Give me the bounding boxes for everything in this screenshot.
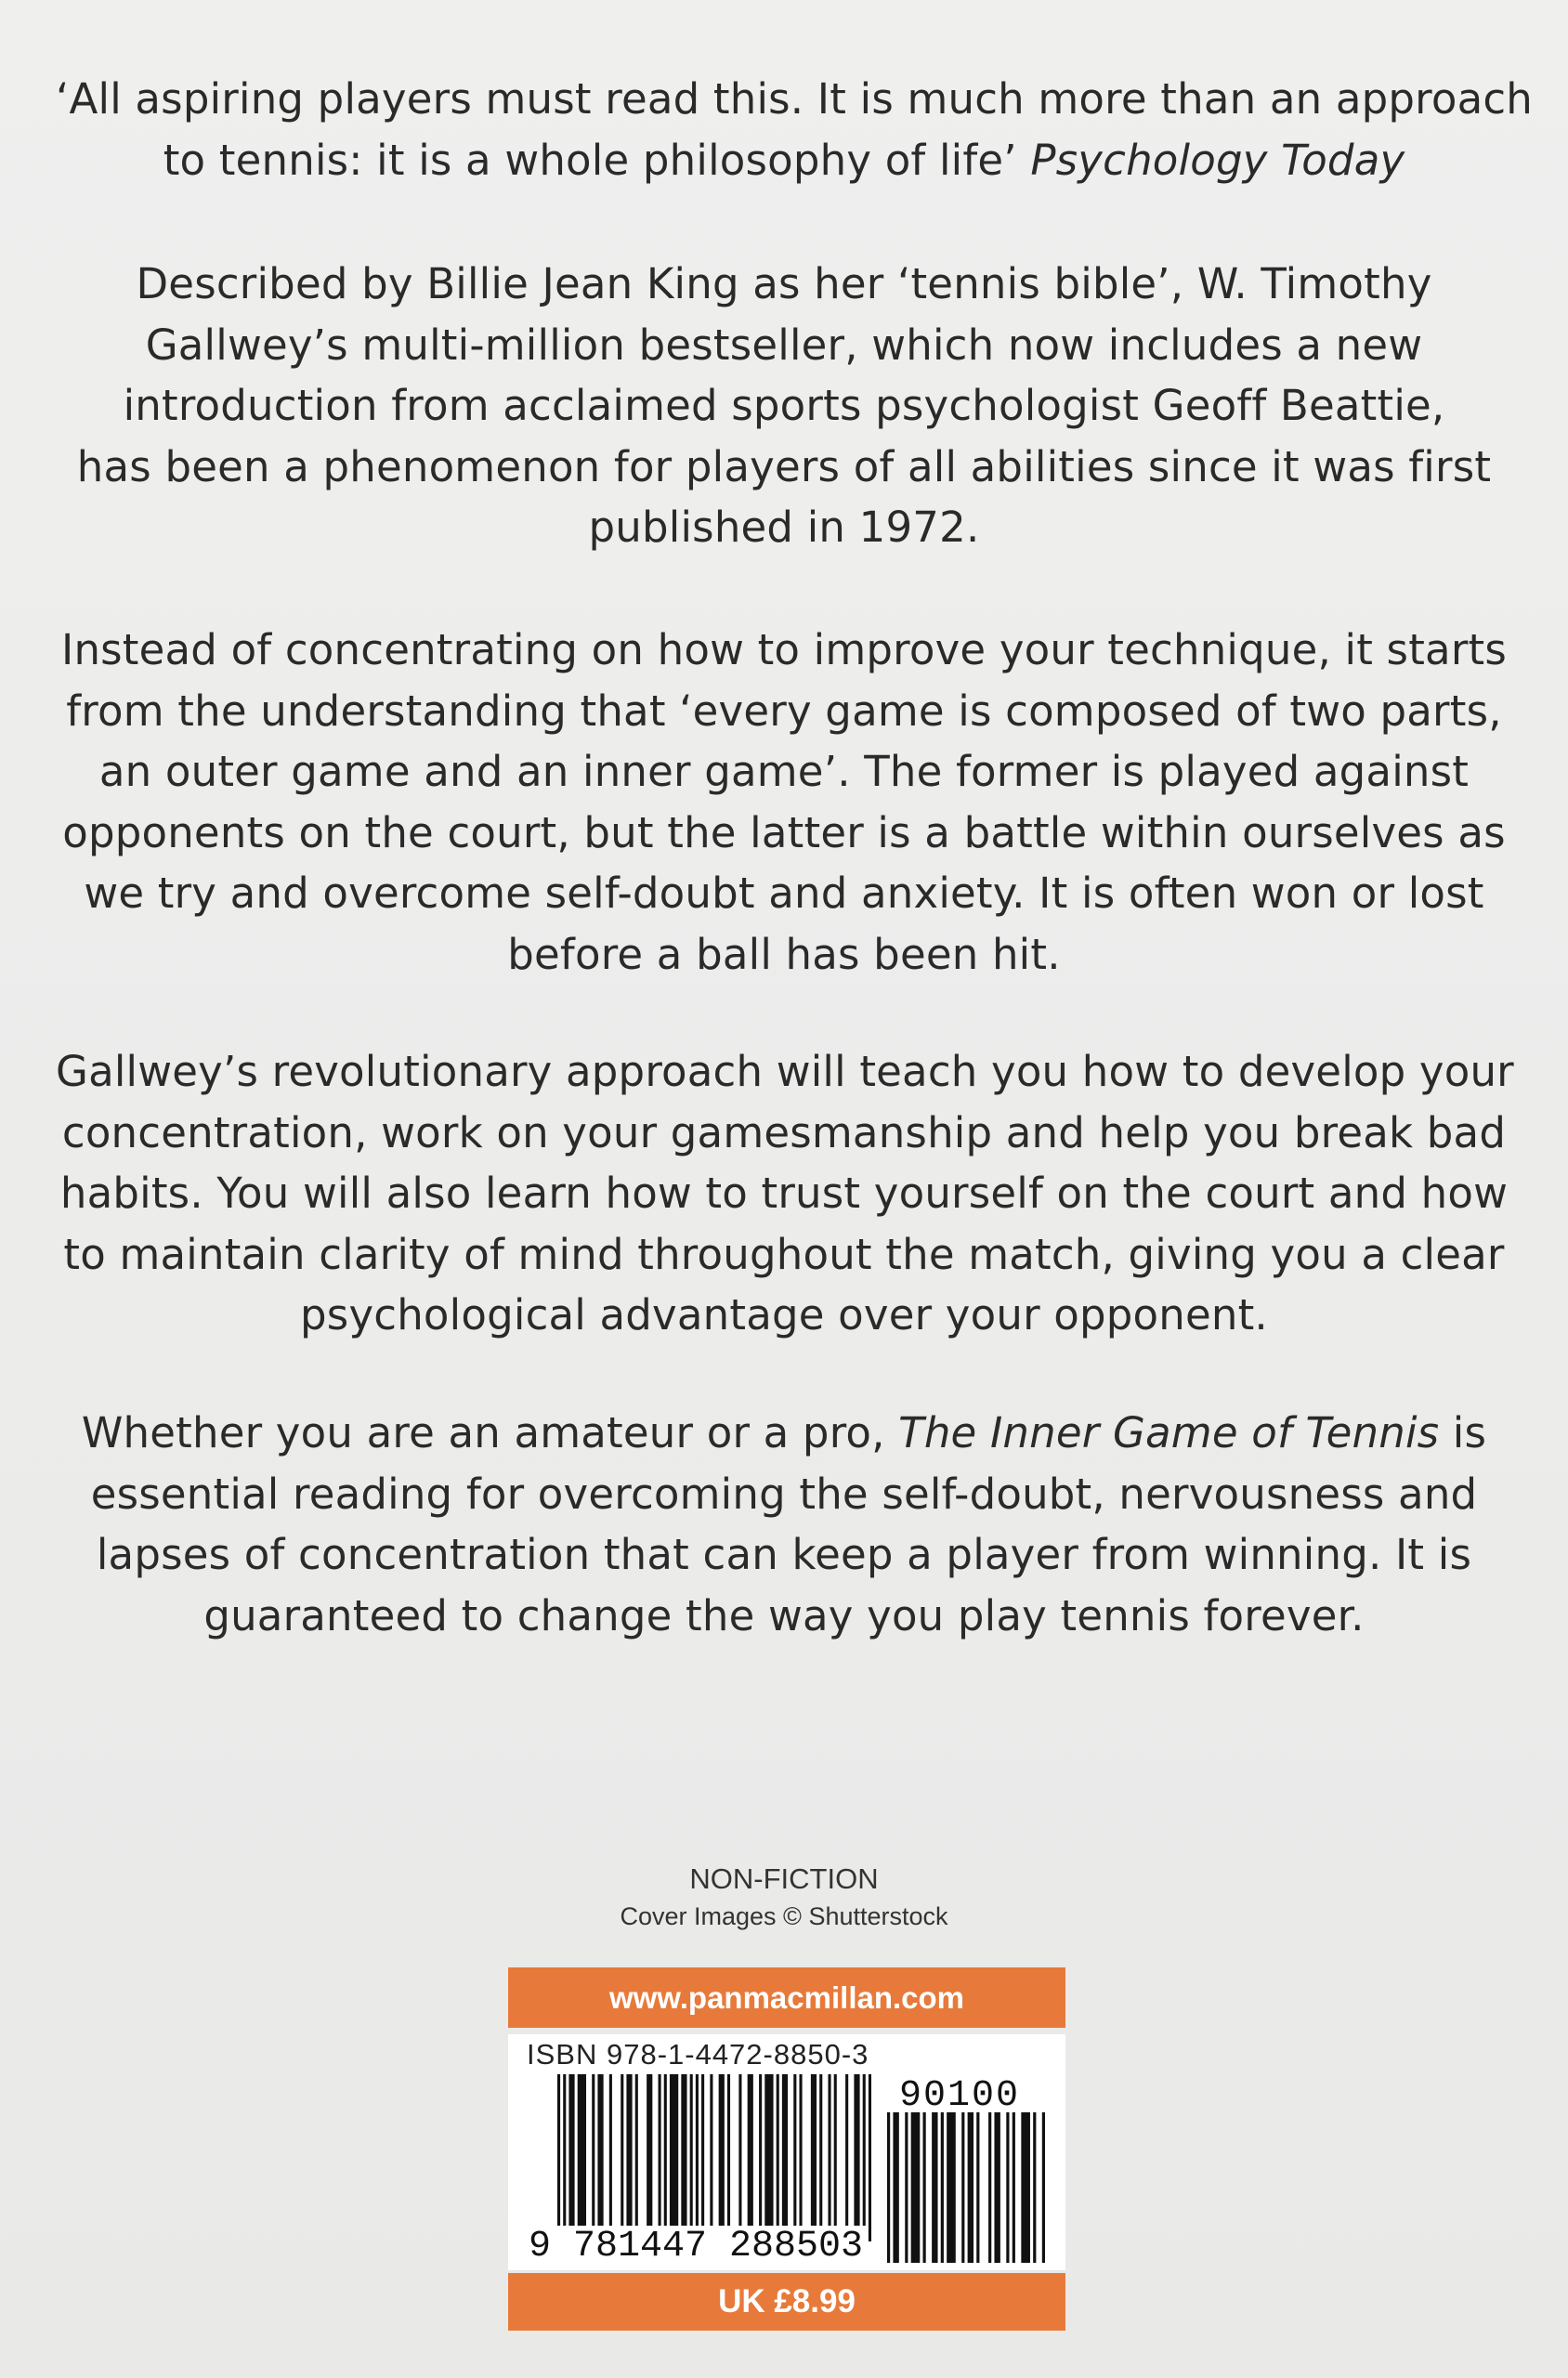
description-paragraph-3 — [56, 1041, 1512, 1346]
paragraph-line: to maintain clarity of mind throughout the match, giving you a clear — [63, 1229, 1505, 1279]
barcode-bar — [1021, 2112, 1030, 2263]
quote-text: to tennis: it is a whole philosophy of life’ — [163, 135, 1031, 185]
barcode-bar — [793, 2074, 796, 2241]
barcode-bar — [869, 2074, 871, 2241]
barcode-bar — [988, 2112, 991, 2263]
barcode-bar — [976, 2112, 979, 2263]
barcode-bar — [568, 2074, 574, 2241]
barcode-bar — [845, 2074, 848, 2241]
barcode-bar — [759, 2074, 762, 2241]
paragraph-line: opponents on the court, but the latter is a battle within ourselves as — [62, 807, 1506, 857]
barcode-bar — [621, 2074, 623, 2241]
barcode-bar — [922, 2112, 925, 2263]
barcode-bar — [748, 2074, 753, 2241]
ean-digits — [525, 2226, 896, 2267]
barcode-bar — [659, 2074, 661, 2241]
barcode-bar — [578, 2074, 586, 2241]
paragraph-line: Gallwey’s multi-million bestseller, which now includes a new — [145, 320, 1423, 370]
paragraph-line — [56, 1403, 1512, 1464]
paragraph-line: lapses of concentration that can keep a player from winning. It is — [96, 1530, 1472, 1579]
barcode-bar — [777, 2074, 779, 2241]
barcode-bar — [738, 2074, 741, 2241]
paragraph-line: psychological advantage over your opponent. — [300, 1290, 1268, 1339]
ean-digits-text: 9 781447 288503 — [525, 2226, 867, 2267]
category-label: NON-FICTION — [689, 1862, 879, 1895]
barcode-bar — [905, 2112, 908, 2263]
barcode-bar — [727, 2074, 730, 2241]
barcode-bar — [932, 2112, 937, 2263]
barcode-bar — [626, 2074, 632, 2241]
barcode-bar — [828, 2074, 830, 2241]
barcode-bar — [819, 2074, 822, 2241]
barcode-bar — [635, 2074, 638, 2241]
paragraph-line: before a ball has been hit. — [507, 929, 1061, 979]
paragraph-line: guaranteed to change the way you play tennis forever. — [203, 1590, 1365, 1640]
paragraph-line: we try and overcome self-doubt and anxiety. It is often won or lost — [84, 869, 1484, 918]
barcode-bar — [670, 2074, 678, 2241]
paragraph-text: Whether you are an amateur or a pro, — [81, 1408, 899, 1457]
barcode-bar — [592, 2074, 595, 2241]
price-banner: UK £8.99 — [508, 2273, 1065, 2331]
paragraph-line: Described by Billie Jean King as her ‘tennis bible’, W. Timothy — [136, 259, 1432, 308]
book-title: The Inner Game of Tennis — [898, 1408, 1440, 1457]
barcode-bar — [911, 2112, 921, 2263]
barcode-bar — [597, 2074, 603, 2241]
barcode-bar — [968, 2112, 973, 2263]
price-addon-barcode — [887, 2112, 1045, 2263]
paragraph-line: introduction from acclaimed sports psychologist Geoff Beattie, — [123, 381, 1445, 430]
barcode-bar — [710, 2074, 712, 2241]
barcode-bar — [664, 2074, 667, 2241]
description-paragraph-4 — [56, 1403, 1512, 1646]
isbn-label: ISBN 978-1-4472-8850-3 — [527, 2038, 869, 2071]
barcode-bar — [811, 2074, 817, 2241]
barcode-bar — [681, 2074, 686, 2241]
review-quote — [56, 69, 1534, 190]
barcode-bar — [834, 2074, 837, 2241]
barcode-bar — [719, 2074, 725, 2241]
barcode-bar — [1033, 2112, 1036, 2263]
barcode-bar — [1006, 2112, 1009, 2263]
barcode-bar — [947, 2112, 956, 2263]
barcode-bar — [782, 2074, 788, 2241]
barcode-bar — [961, 2112, 964, 2263]
barcode-bar — [799, 2074, 802, 2241]
description-paragraph-1 — [56, 254, 1512, 558]
paragraph-line: from the understanding that ‘every game is composed of two parts, — [66, 686, 1502, 736]
quote-source: Psychology Today — [1030, 135, 1405, 185]
paragraph-line: has been a phenomenon for players of all abilities since it was first — [76, 441, 1492, 491]
description-paragraph-2 — [56, 620, 1512, 985]
barcode-bar — [1042, 2112, 1045, 2263]
barcode-bar — [701, 2074, 704, 2241]
quote-line-2 — [56, 130, 1512, 191]
barcode-bar — [609, 2074, 612, 2241]
image-credit: Cover Images © Shutterstock — [620, 1902, 948, 1930]
paragraph-line: Gallwey’s revolutionary approach will teach you how to develop your — [56, 1047, 1514, 1096]
barcode-bar — [1013, 2112, 1015, 2263]
quote-line-1: ‘All aspiring players must read this. It is much more than an approach — [56, 74, 1534, 124]
publisher-website-banner: www.panmacmillan.com — [508, 1967, 1065, 2028]
barcode-bar — [764, 2074, 773, 2241]
paragraph-line: essential reading for overcoming the self-doubt, nervousness and — [90, 1469, 1478, 1519]
barcode-bar — [647, 2074, 652, 2241]
paragraph-line: Instead of concentrating on how to improve your technique, it starts — [60, 625, 1508, 674]
barcode-bar — [994, 2112, 1000, 2263]
paragraph-line: habits. You will also learn how to trust yourself on the court and how — [59, 1169, 1509, 1218]
barcode-bar — [941, 2112, 944, 2263]
paragraph-line: published in 1972. — [588, 503, 980, 552]
paragraph-text: is — [1439, 1408, 1487, 1457]
paragraph-line: an outer game and an inner game’. The former is played against — [98, 747, 1470, 796]
addon-digits: 90100 — [899, 2075, 1021, 2117]
paragraph-line: concentration, work on your gamesmanship and help you break bad — [61, 1107, 1507, 1157]
